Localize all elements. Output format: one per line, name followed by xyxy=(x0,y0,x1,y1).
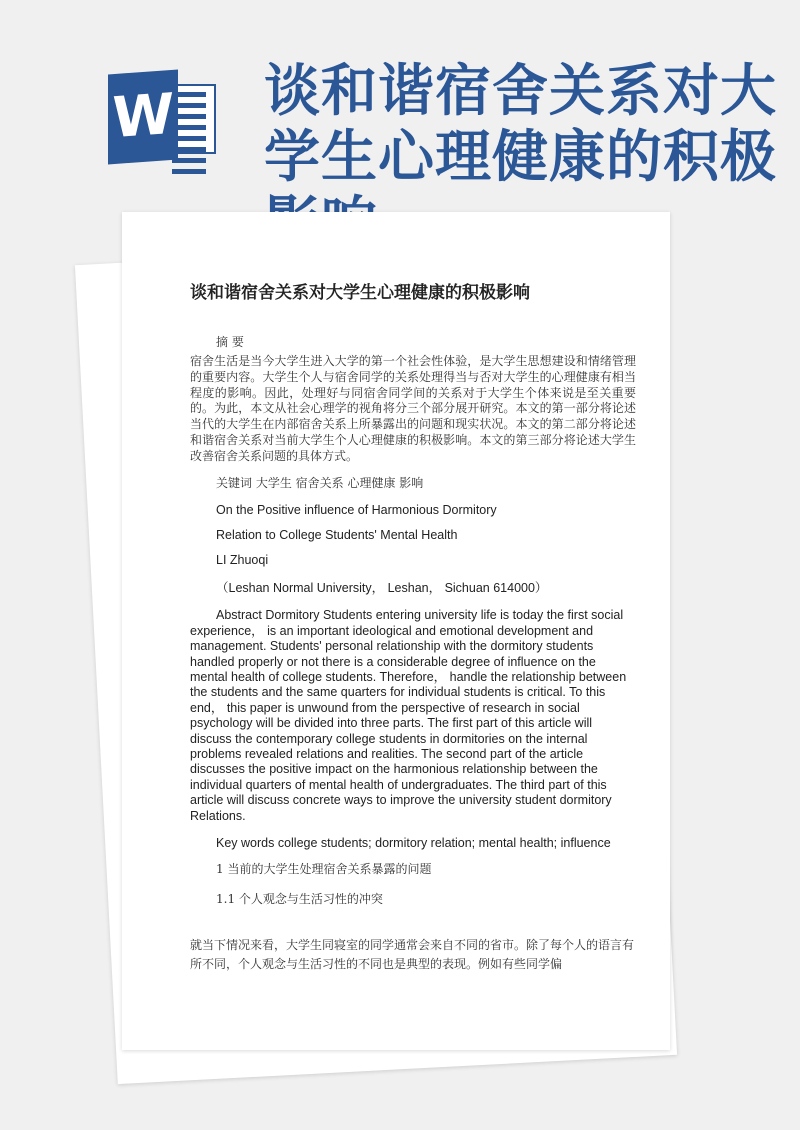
english-title-line-1: On the Positive influence of Harmonious Dormitory xyxy=(216,503,497,518)
document-content xyxy=(190,278,636,974)
body-paragraph: 就当下情况来看，大学生同寝室的同学通常会来自不同的省市。除了每个人的语言有所不同，个人观念与生活习性的不同也是典型的表现。例如有些同学偏 xyxy=(190,937,635,971)
keywords-chinese: 关键词 大学生 宿舍关系 心理健康 影响 xyxy=(216,475,424,490)
word-document-icon xyxy=(108,72,220,162)
word-letter: W xyxy=(108,70,178,165)
section-heading-1: 1 当前的大学生处理宿舍关系暴露的问题 xyxy=(216,862,432,877)
banner-title: 谈和谐宿舍关系对大学生心理健康的积极 xyxy=(264,58,777,190)
author-name: LI Zhuoqi xyxy=(216,553,269,568)
abstract-english: Abstract Dormitory Students entering university life is today the first social experience， is an important ideological and emotional development and management. Students' personal relationship with the dormitory students handled properly or not there is a considerable degree of influence on the mental health of college students. Therefore， handle the relationship between the students and the same quarters for individual students is critical. To this end， this paper is unwound from the perspective of research in social psychology will be divided into three parts. The first part of this article will discuss the contemporary college students in dormitories on the internal problems revealed relations and realities. The second part of the article discusses the positive impact on the harmonious relationship between the individual quarters of mental health of undergraduates. The third part of this article will discuss concrete ways to improve the university student dormitory Relations. xyxy=(190,608,627,823)
author-affiliation: （Leshan Normal University， Leshan， Sichuan 614000） xyxy=(216,581,548,596)
keywords-english: Key words college students; dormitory relation; mental health; influence xyxy=(216,836,611,851)
english-title-line-2: Relation to College Students' Mental Health xyxy=(216,528,458,543)
document-title: 谈和谐宿舍关系对大学生心理健康的积极影响 xyxy=(190,283,530,303)
section-heading-1-1: 1.1 个人观念与生活习性的冲突 xyxy=(216,891,383,906)
abstract-chinese: 宿舍生活是当今大学生进入大学的第一个社会性体验，是大学生思想建设和情绪管理的重要内容。大学生个人与宿舍同学的关系处理得当与否对大学生的心理健康有相当程度的影响。因此，处理好与同宿舍同学间的关系对于大学生个体来说是至关重要的。为此，本文从社会心理学的视角将分三个部分展开研究。本文的第一部分将论述当代的大学生在内部宿舍关系上所暴露出的问题和现实状况。本文的第二部分将论述和谐宿舍关系对当前大学生个人心理健康的积极影响。本文的第三部分将论述大学生改善宿舍关系问题的具体方式。 xyxy=(190,354,636,463)
abstract-label: 摘 要 xyxy=(216,335,244,349)
